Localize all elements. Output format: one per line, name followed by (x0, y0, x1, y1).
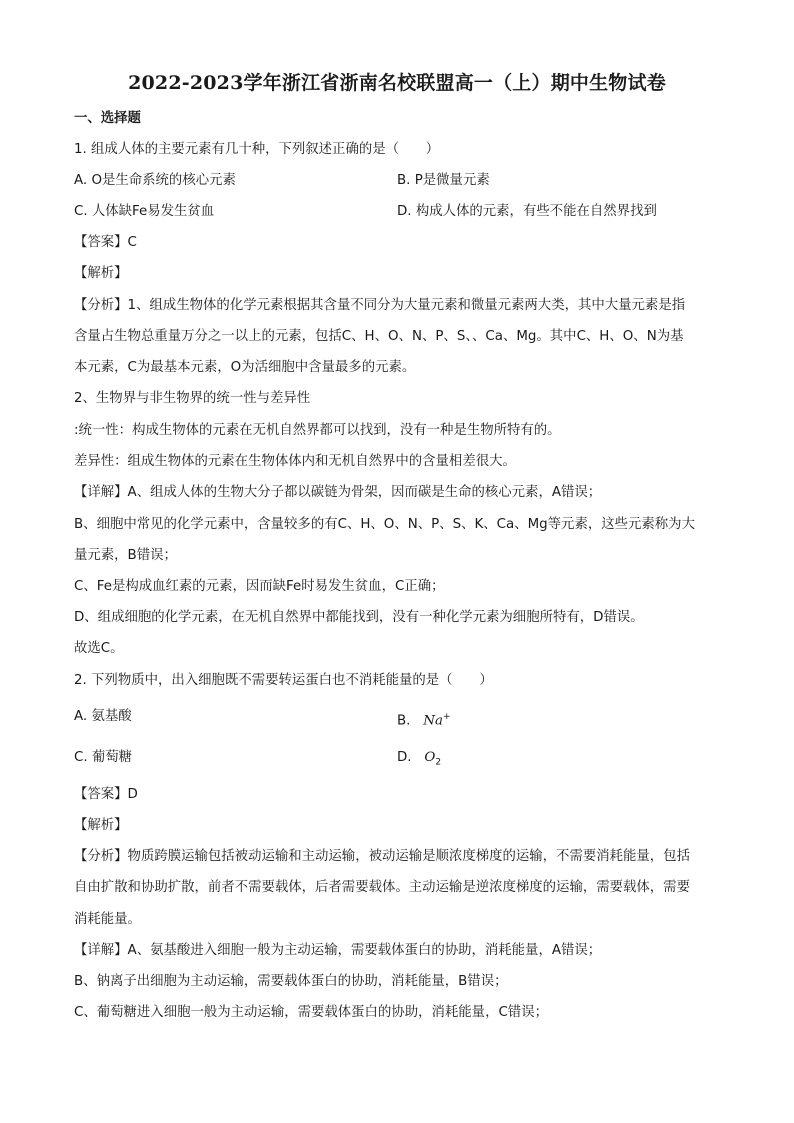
section-heading: 一、选择题 (74, 111, 141, 126)
question-2-option-c: C. 葡萄糖 (74, 750, 133, 765)
question-1-analysis-line: 差异性：组成生物体的元素在生物体体内和无机自然界中的含量相差很大。 (74, 454, 516, 469)
question-1-answer: 【答案】C (74, 235, 137, 250)
question-1-analysis-line: 【分析】1、组成生物体的化学元素根据其含量不同分为大量元素和微量元素两大类，其中大量元素是指 (74, 298, 686, 313)
question-1-option-c: C. 人体缺Fe易发生贫血 (74, 204, 215, 219)
question-2-detail-line: C、葡萄糖进入细胞一般为主动运输，需要载体蛋白的协助，消耗能量，C错误； (74, 1005, 548, 1020)
question-1-analysis-label: 【解析】 (74, 266, 128, 281)
question-2-analysis-line: 自由扩散和协助扩散，前者不需要载体，后者需要载体。主动运输是逆浓度梯度的运输，需要载体，需要 (74, 880, 690, 895)
question-2-answer: 【答案】D (74, 787, 138, 802)
question-1-detail-line: 量元素，B错误； (74, 548, 177, 563)
question-1-stem: 1. 组成人体的主要元素有几十种，下列叙述正确的是（ ） (74, 142, 440, 157)
question-2-stem: 2. 下列物质中，出入细胞既不需要转运蛋白也不消耗能量的是（ ） (74, 673, 493, 688)
question-2-analysis-line: 【分析】物质跨膜运输包括被动运输和主动运输，被动运输是顺浓度梯度的运输，不需要消耗能量，包括 (74, 849, 690, 864)
question-1-analysis-line: :统一性：构成生物体的元素在无机自然界都可以找到，没有一种是生物所特有的。 (74, 423, 561, 438)
sodium-ion-formula: Na (423, 713, 443, 729)
question-1-option-d: D. 构成人体的元素，有些不能在自然界找到 (397, 204, 657, 219)
page-title: 2022-2023学年浙江省浙南名校联盟高一（上）期中生物试卷 (128, 72, 666, 94)
oxygen-formula: O (424, 750, 436, 765)
question-2-detail-line: 【详解】A、氨基酸进入细胞一般为主动运输，需要载体蛋白的协助，消耗能量，A错误； (74, 943, 602, 958)
question-2-detail-line: B、钠离子出细胞为主动运输，需要载体蛋白的协助，消耗能量，B错误； (74, 974, 508, 989)
charge-superscript: + (442, 712, 451, 722)
formula-subscript: 2 (435, 757, 442, 768)
question-1-analysis-line: 含量占生物总重量万分之一以上的元素，包括C、H、O、N、P、S、、Ca、Mg。其中C、H、O、N为基 (74, 329, 684, 344)
question-2-option-d (397, 749, 727, 772)
question-1-option-b: B. P是微量元素 (397, 173, 490, 188)
question-1-analysis-line: 本元素，C为最基本元素，O为活细胞中含量最多的元素。 (74, 360, 416, 375)
option-b-label: B. (397, 713, 411, 729)
question-2-option-a: A. 氨基酸 (74, 709, 132, 724)
question-1-conclusion: 故选C。 (74, 641, 124, 656)
question-2-option-b (397, 708, 727, 730)
question-1-option-a: A. O是生命系统的核心元素 (74, 173, 236, 188)
question-2-analysis-label: 【解析】 (74, 818, 128, 833)
question-1-detail-line: C、Fe是构成血红素的元素，因而缺Fe时易发生贫血，C正确； (74, 579, 445, 594)
question-2-analysis-line: 消耗能量。 (74, 912, 141, 927)
question-1-detail-line: D、组成细胞的化学元素，在无机自然界中都能找到，没有一种化学元素为细胞所特有，D错误。 (74, 610, 644, 625)
question-1-detail-line: 【详解】A、组成人体的生物大分子都以碳链为骨架，因而碳是生命的核心元素，A错误； (74, 485, 602, 500)
question-1-detail-line: B、细胞中常见的化学元素中，含量较多的有C、H、O、N、P、S、K、Ca、Mg等元素，这些元素称为大 (74, 517, 695, 532)
option-d-label: D. (397, 750, 412, 765)
question-1-analysis-line: 2、生物界与非生物界的统一性与差异性 (74, 391, 311, 406)
